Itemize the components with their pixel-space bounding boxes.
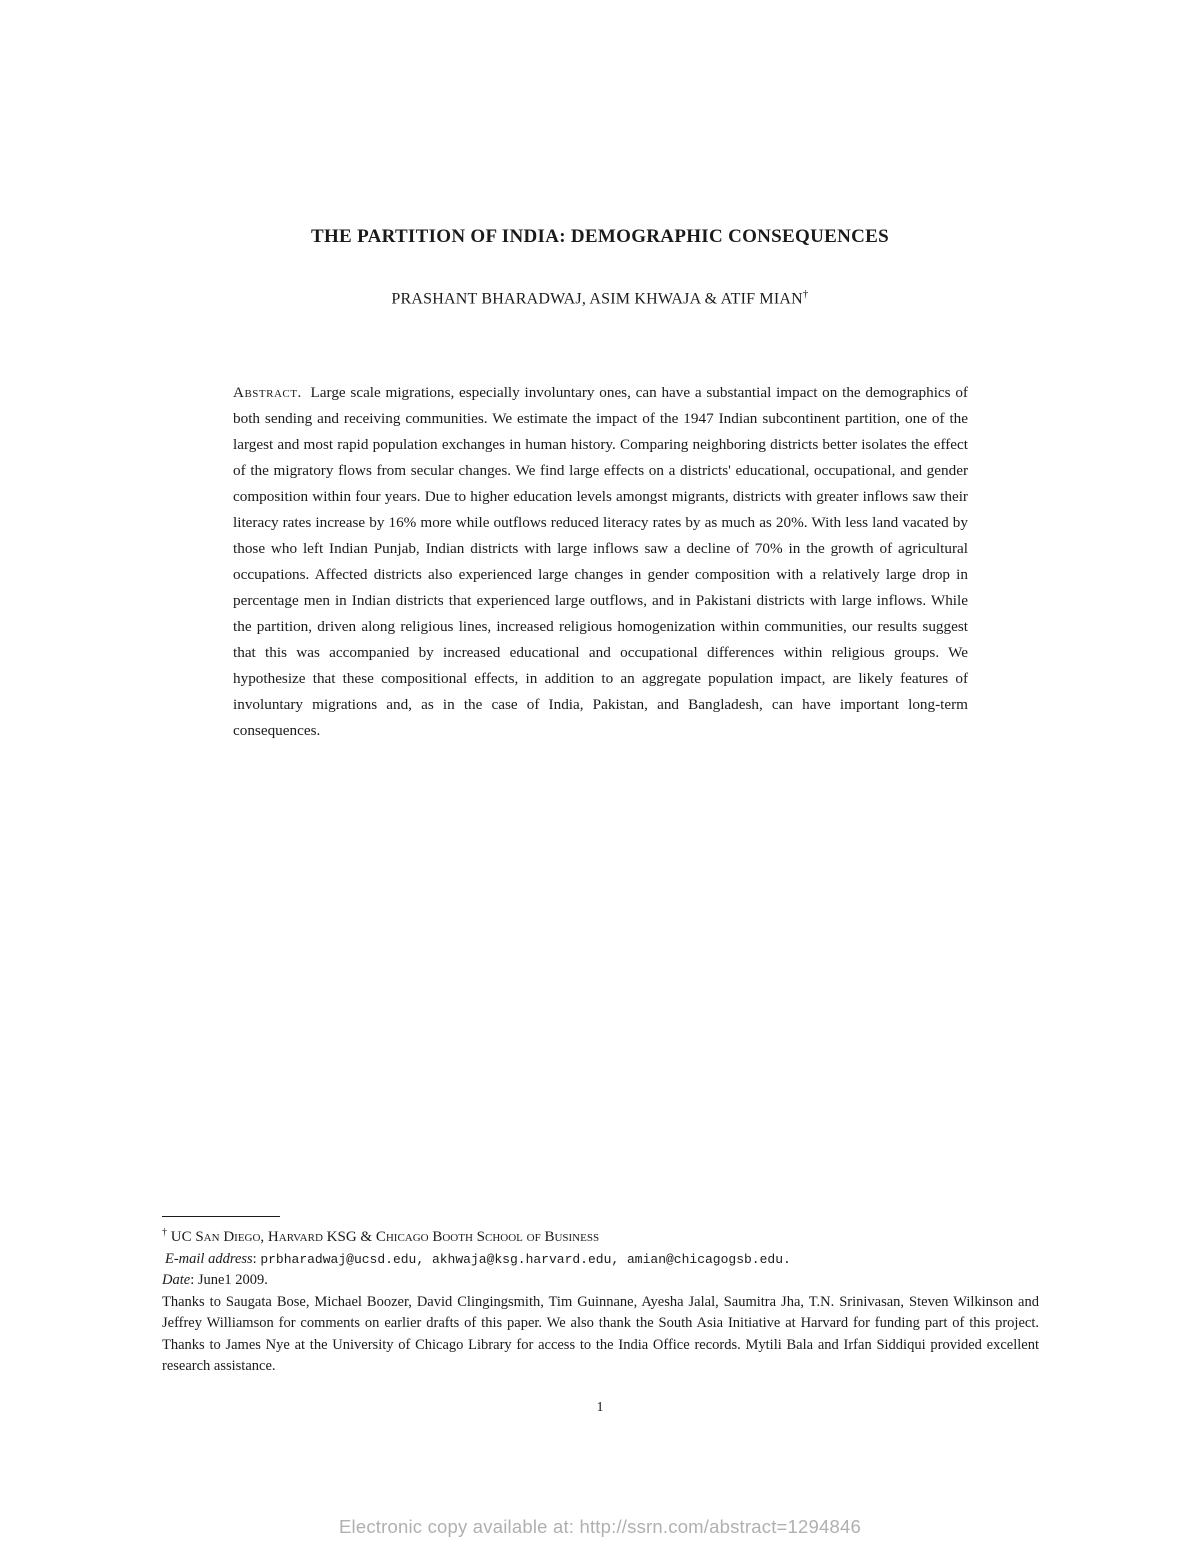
- date-label: Date: [162, 1272, 191, 1288]
- footnote-email: [162, 1249, 1039, 1271]
- email-label: E-mail address: [165, 1250, 253, 1267]
- footnote-date: [162, 1270, 1039, 1292]
- date-value: : June1 2009.: [190, 1272, 268, 1288]
- footnote-thanks: Thanks to Saugata Bose, Michael Boozer, David Clingingsmith, Tim Guinnane, Ayesha Jalal, Saumitra Jha, T.N. Srinivasan, Steven Wilkinson and Jeffrey Williamson for comments on earlier drafts of this paper. We also thank the South Asia Initiative at Harvard for funding part of this project. Thanks to James Nye at the University of Chicago Library for access to the India Office records. Mytili Bala and Irfan Siddiqui provided excellent research assistance.: [162, 1293, 1039, 1374]
- paper-title: THE PARTITION OF INDIA: DEMOGRAPHIC CONSEQUENCES: [311, 226, 889, 247]
- abstract: [233, 380, 968, 744]
- page-number: 1: [596, 1400, 604, 1415]
- footnote-affiliation: [162, 1222, 1039, 1249]
- abstract-label: Abstract.: [233, 384, 302, 401]
- abstract-text: Large scale migrations, especially involuntary ones, can have a substantial impact on the demographics of both sending and receiving communities. We estimate the impact of the 1947 Indian subcontinent partition, one of the largest and most rapid population exchanges in human history. Comparing neighboring districts better isolates the effect of the migratory flows from secular changes. We find large effects on a districts' educational, occupational, and gender composition within four years. Due to higher education levels amongst migrants, districts with greater inflows saw their literacy rates increase by 16% more while outflows reduced literacy rates by as much as 20%. With less land vacated by those who left Indian Punjab, Indian districts with large inflows saw a decline of 70% in the growth of agricultural occupations. Affected districts also experienced large changes in gender composition with a relatively large drop in percentage men in Indian districts that experienced large outflows, and in Pakistani districts with large inflows. While the partition, driven along religious lines, increased religious homogenization within communities, our results suggest that this was accompanied by increased educational and occupational differences within religious groups. We hypothesize that these compositional effects, in addition to an aggregate population impact, are likely features of involuntary migrations and, as in the case of India, Pakistan, and Bangladesh, can have important long-term consequences.: [233, 384, 968, 739]
- affiliation-text: UC San Diego, Harvard KSG & Chicago Booth School of Business: [170, 1229, 600, 1245]
- affiliation-mark: †: [162, 1227, 167, 1238]
- email-addresses[interactable]: prbharadwaj@ucsd.edu, akhwaja@ksg.harvard.edu, amian@chicagogsb.edu.: [260, 1251, 791, 1267]
- email-separator: :: [252, 1250, 261, 1267]
- author-list: [0, 288, 1200, 308]
- ssrn-notice[interactable]: Electronic copy available at: http://ssrn.com/abstract=1294846: [339, 1516, 861, 1537]
- author-names: PRASHANT BHARADWAJ, ASIM KHWAJA & ATIF MIAN: [391, 290, 803, 308]
- author-footnote-mark: †: [802, 288, 809, 300]
- footnotes: [162, 1222, 1039, 1378]
- footnote-rule: [162, 1216, 280, 1217]
